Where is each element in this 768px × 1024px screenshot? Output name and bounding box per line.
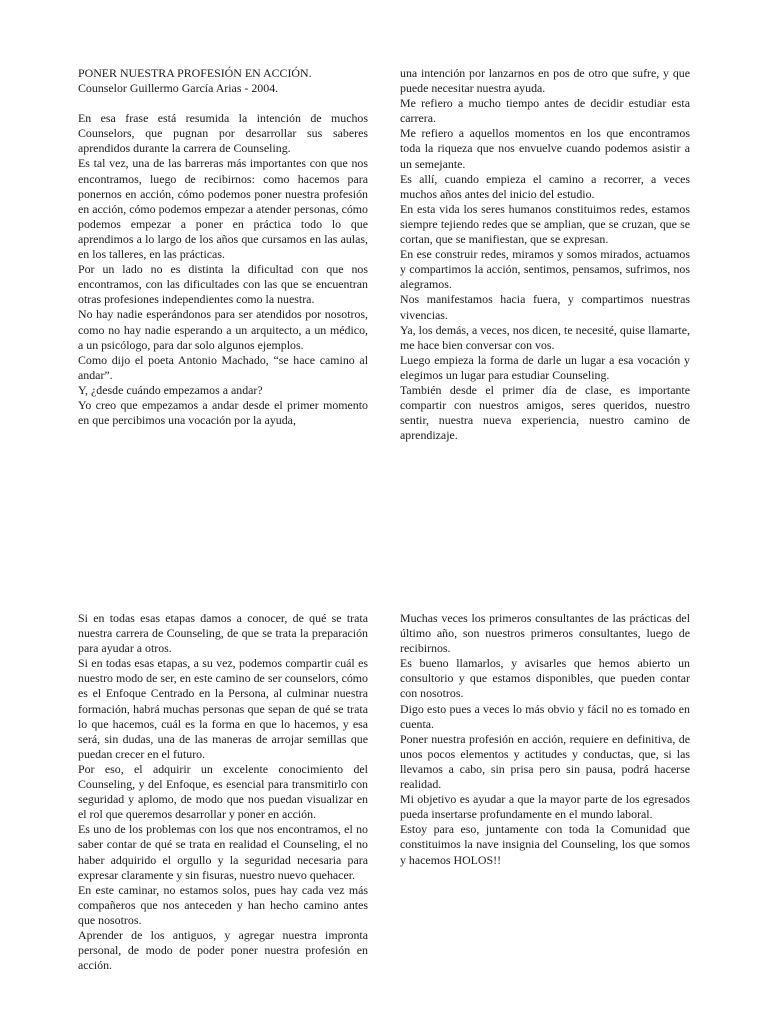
paragraph: Como dijo el poeta Antonio Machado, “se hace camino al andar”.	[78, 352, 368, 382]
paragraph: Yo creo que empezamos a andar desde el primer momento en que percibimos una vocación por la ayuda,	[78, 397, 368, 428]
document-author: Counselor Guillermo García Arias - 2004.	[78, 81, 279, 96]
paragraph: Es allí, cuando empieza el camino a recorrer, a veces muchos años antes del inicio del estudio.	[400, 171, 690, 201]
paragraph: Me refiero a aquellos momentos en los que encontramos toda la riqueza que nos envuelve cuando podemos asistir a un semejante.	[400, 126, 690, 171]
paragraph: una intención por lanzarnos en pos de otro que sufre, y que puede necesitar nuestra ayuda.	[400, 66, 690, 96]
paragraph: En este caminar, no estamos solos, pues hay cada vez más compañeros que nos anteceden y han hecho camino antes que nosotros.	[78, 882, 368, 927]
paragraph: No hay nadie esperándonos para ser atendidos por nosotros, como no hay nadie esperando a un arquitecto, a un médico, a un psicólogo, para dar solo algunos ejemplos.	[78, 307, 368, 352]
paragraph: En esta vida los seres humanos constituimos redes, estamos siempre tejiendo redes que se amplian, que se cruzan, que se cortan, que se manifiestan, que se expresan.	[400, 201, 690, 247]
paragraph: Por eso, el adquirir un excelente conocimiento del Counseling, y del Enfoque, es esencial para transmitirlo con seguridad y aplomo, de modo que nos puedan visualizar en el rol que queremos desarrollar y poner en acción.	[78, 761, 368, 822]
page2-left-column	[78, 611, 368, 973]
paragraph: En ese construir redes, miramos y somos mirados, actuamos y compartimos la acción, sentimos, pensamos, sufrimos, nos alegramos.	[400, 247, 690, 292]
paragraph: Y, ¿desde cuándo empezamos a andar?	[78, 382, 263, 397]
paragraph: En esa frase está resumida la intención de muchos Counselors, que pugnan por desarrollar sus saberes aprendidos durante la carrera de Counseling.	[78, 111, 368, 156]
page1-left-column	[78, 66, 368, 428]
paragraph: Es tal vez, una de las barreras más importantes con que nos encontramos, luego de recibirnos: como hacemos para ponernos en acción, cómo podemos poner nuestra profesión en acción, cómo podemos empezar a atender personas, cómo podemos empezar a poner en práctica todo lo que aprendimos a lo largo de los años que cursamos en las aulas, en los talleres, en las prácticas.	[78, 156, 368, 262]
paragraph: Poner nuestra profesión en acción, requiere en definitiva, de unos pocos elementos y actitudes y conductas, que, si las llevamos a cabo, sin prisa pero sin pausa, podrá hacerse realidad.	[400, 731, 690, 792]
paragraph: Digo esto pues a veces lo más obvio y fácil no es tomado en cuenta.	[400, 701, 690, 731]
paragraph: Es bueno llamarlos, y avisarles que hemos abierto un consultorio y que estamos disponibles, que pueden contar con nosotros.	[400, 656, 690, 701]
paragraph: También desde el primer día de clase, es importante compartir con nuestros amigos, seres queridos, nuestro sentir, nuestra nueva experiencia, nuestro camino de aprendizaje.	[400, 382, 690, 443]
paragraph: Me refiero a mucho tiempo antes de decidir estudiar esta carrera.	[400, 96, 690, 126]
paragraph: Ya, los demás, a veces, nos dicen, te necesité, quise llamarte, me hace bien conversar con vos.	[400, 322, 690, 352]
paragraph: Muchas veces los primeros consultantes de las prácticas del último año, son nuestros primeros consultantes, luego de recibirnos.	[400, 611, 690, 656]
document-title: PONER NUESTRA PROFESIÓN EN ACCIÓN.	[78, 66, 312, 80]
paragraph: Nos manifestamos hacia fuera, y compartimos nuestras vivencias.	[400, 292, 690, 322]
paragraph: Por un lado no es distinta la dificultad con que nos encontramos, con las dificultades con las que se encuentran otras profesiones independientes como la nuestra.	[78, 262, 368, 307]
paragraph: Si en todas esas etapas damos a conocer, de qué se trata nuestra carrera de Counseling, de que se trata la preparación para ayudar a otros.	[78, 611, 368, 656]
paragraph: Es uno de los problemas con los que nos encontramos, el no saber contar de qué se trata en realidad el Counseling, el no haber adquirido el orgullo y la seguridad necesaria para expresar claramente y sin fisuras, nuestro nuevo quehacer.	[78, 822, 368, 882]
paragraph: Luego empieza la forma de darle un lugar a esa vocación y elegimos un lugar para estudiar Counseling.	[400, 352, 690, 382]
paragraph: Estoy para eso, juntamente con toda la Comunidad que constituimos la nave insignia del Counseling, los que somos y hacemos HOLOS!!	[400, 822, 690, 867]
page2-right-column	[400, 611, 690, 868]
paragraph: Si en todas esas etapas, a su vez, podemos compartir cuál es nuestro modo de ser, en este camino de ser counselors, cómo es el Enfoque Centrado en la Persona, al culminar nuestra formación, habrá muchas personas que sepan de qué se trata lo que hacemos, cuál es la forma en que lo hacemos, y esa será, sin dudas, una de las maneras de arrojar semillas que puedan crecer en el futuro.	[78, 656, 368, 761]
paragraph: Aprender de los antiguos, y agregar nuestra impronta personal, de modo de poder poner nuestra profesión en acción.	[78, 927, 368, 973]
paragraph: Mi objetivo es ayudar a que la mayor parte de los egresados pueda insertarse profundamente en el mundo laboral.	[400, 792, 690, 822]
page1-right-column	[400, 66, 690, 443]
